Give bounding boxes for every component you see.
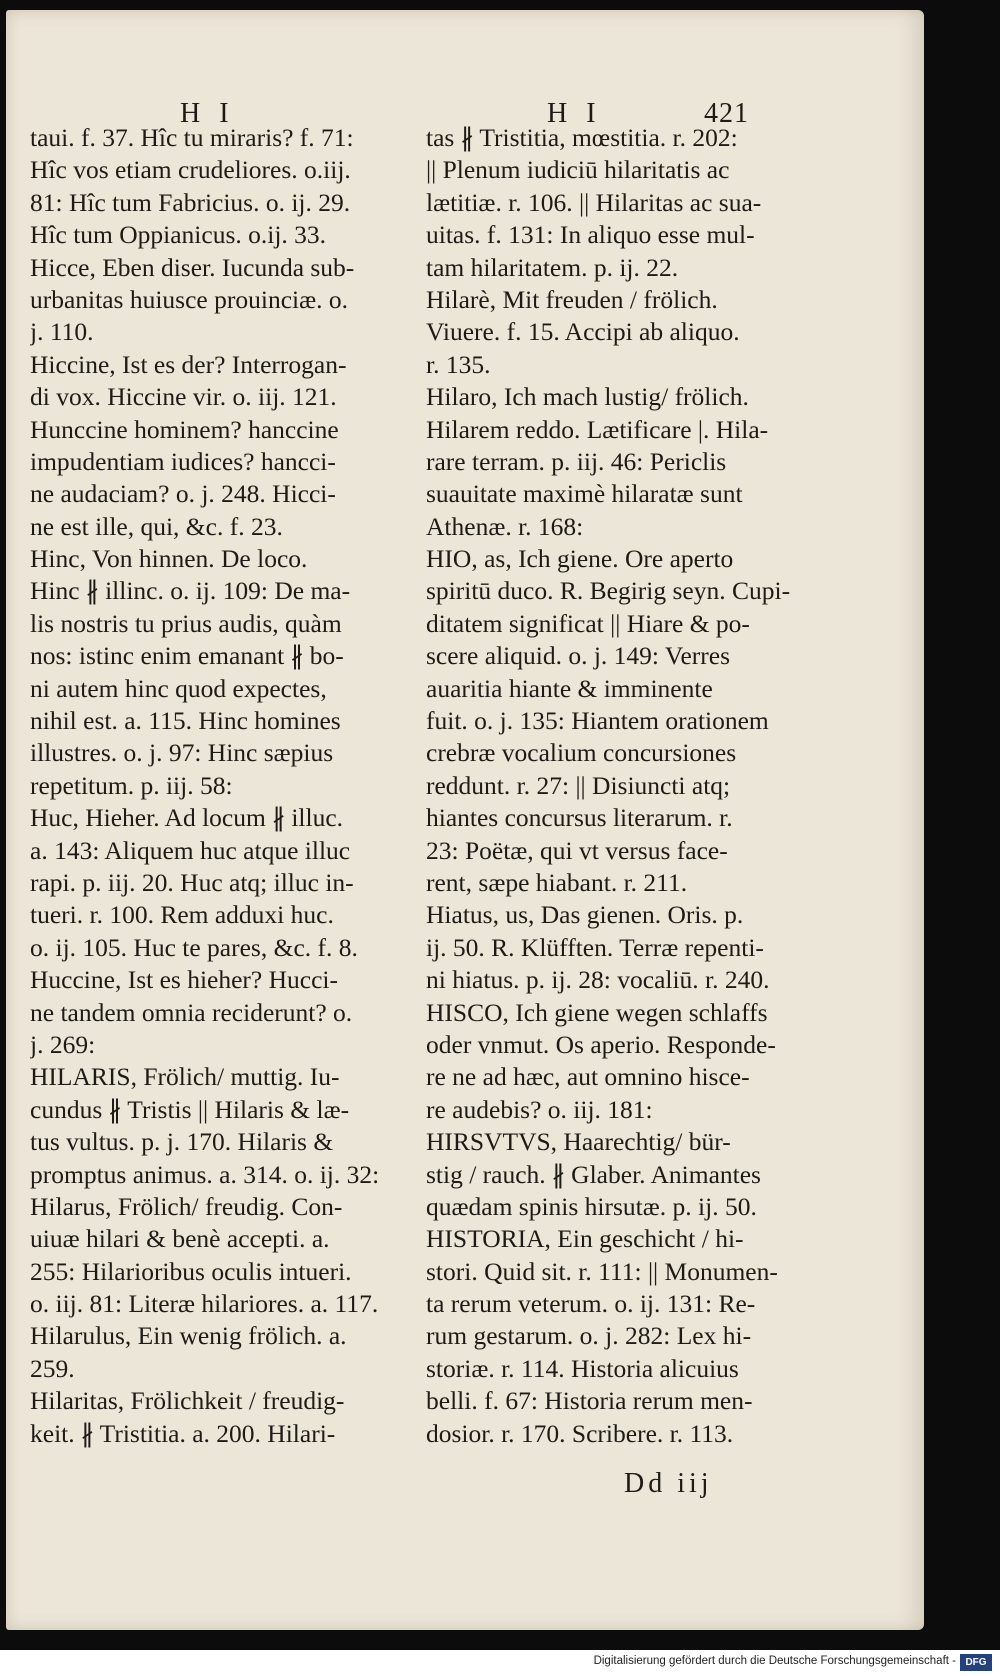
text-line: rapi. p. iij. 20. Huc atq; illuc in-: [30, 867, 354, 897]
text-line: reddunt. r. 27: || Disiuncti atq;: [426, 770, 731, 800]
text-line: o. ij. 105. Huc te pares, &c. f. 8.: [30, 932, 358, 962]
text-line: Hiccine, Ist es der? Interrogan-: [30, 349, 347, 379]
text-line: keit. ∦ Tristitia. a. 200. Hilari-: [30, 1418, 336, 1448]
text-line: cundus ∦ Tristis || Hilaris & læ-: [30, 1094, 350, 1124]
text-line: Viuere. f. 15. Accipi ab aliquo.: [426, 317, 740, 347]
text-line: impudentiam iudices? hancci-: [30, 446, 336, 476]
text-line: rare terram. p. iij. 46: Periclis: [426, 446, 727, 476]
text-line: rum gestarum. o. j. 282: Lex hi-: [426, 1321, 752, 1351]
text-line: a. 143: Aliquem huc atque illuc: [30, 835, 351, 865]
text-line: belli. f. 67: Historia rerum men-: [426, 1386, 753, 1416]
text-line: Hilarem reddo. Lætificare |. Hila-: [426, 414, 769, 444]
text-line: nos: istinc enim emanant ∦ bo-: [30, 641, 344, 671]
text-line: Hilaritas, Frölichkeit / freudig-: [30, 1386, 345, 1416]
text-line: ditatem significat || Hiare & po-: [426, 608, 750, 638]
text-line: Hilarulus, Ein wenig frölich. a.: [30, 1321, 347, 1351]
text-line: Hilarè, Mit freuden / frölich.: [426, 284, 718, 314]
text-line: Hinc, Von hinnen. De loco.: [30, 544, 308, 574]
left-column: [30, 122, 420, 1450]
text-line: 23: Poëtæ, qui vt versus face-: [426, 835, 728, 865]
text-line: hiantes concursus literarum. r.: [426, 803, 733, 833]
text-line: HIRSVTVS, Haarechtig/ bür-: [426, 1127, 731, 1157]
text-line: storiæ. r. 114. Historia alicuius: [426, 1353, 739, 1383]
text-line: ne audaciam? o. j. 248. Hicci-: [30, 479, 336, 509]
text-line: tueri. r. 100. Rem adduxi huc.: [30, 900, 334, 930]
text-line: suauitate maximè hilaratæ sunt: [426, 479, 743, 509]
text-line: 81: Hîc tum Fabricius. o. ij. 29.: [30, 187, 351, 217]
text-line: repetitum. p. iij. 58:: [30, 770, 233, 800]
text-line: ni autem hinc quod expectes,: [30, 673, 327, 703]
text-line: re ne ad hæc, aut omnino hisce-: [426, 1062, 750, 1092]
text-line: scere aliquid. o. j. 149: Verres: [426, 641, 731, 671]
text-line: nihil est. a. 115. Hinc homines: [30, 706, 341, 736]
text-line: Hiatus, us, Das gienen. Oris. p.: [426, 900, 744, 930]
text-line: tus vultus. p. j. 170. Hilaris &: [30, 1127, 334, 1157]
text-line: 255: Hilarioribus oculis intueri.: [30, 1256, 352, 1286]
text-line: stori. Quid sit. r. 111: || Monumen-: [426, 1256, 778, 1286]
text-line: ta rerum veterum. o. ij. 131: Re-: [426, 1289, 756, 1319]
text-line: taui. f. 37. Hîc tu miraris? f. 71:: [30, 123, 354, 152]
text-line: promptus animus. a. 314. o. ij. 32:: [30, 1159, 380, 1189]
dfg-logo[interactable]: DFG: [960, 1654, 992, 1671]
text-line: ni hiatus. p. ij. 28: vocaliū. r. 240.: [426, 965, 770, 995]
text-line: ij. 50. R. Klüfften. Terræ repenti-: [426, 932, 764, 962]
text-line: Hinc ∦ illinc. o. ij. 109: De ma-: [30, 576, 351, 606]
text-line: ne est ille, qui, &c. f. 23.: [30, 511, 283, 541]
text-line: Hîc tum Oppianicus. o.ij. 33.: [30, 220, 327, 250]
text-line: oder vnmut. Os aperio. Responde-: [426, 1029, 776, 1059]
text-line: o. iij. 81: Literæ hilariores. a. 117.: [30, 1289, 379, 1319]
text-line: crebræ vocalium concursiones: [426, 738, 737, 768]
page-number: 421: [704, 98, 749, 129]
footer-bar: [0, 1650, 1000, 1676]
text-line: stig / rauch. ∦ Glaber. Animantes: [426, 1159, 761, 1189]
text-line: ne tandem omnia reciderunt? o.: [30, 997, 353, 1027]
text-line: HIO, as, Ich giene. Ore aperto: [426, 544, 734, 574]
text-line: uitas. f. 131: In aliquo esse mul-: [426, 220, 755, 250]
text-line: dosior. r. 170. Scribere. r. 113.: [426, 1418, 734, 1448]
text-line: Hilarus, Frölich/ freudig. Con-: [30, 1191, 343, 1221]
text-line: fuit. o. j. 135: Hiantem orationem: [426, 706, 769, 736]
text-line: 259.: [30, 1353, 75, 1383]
text-line: r. 135.: [426, 349, 491, 379]
signature-mark: Dd iij: [624, 1468, 713, 1499]
text-line: Huccine, Ist es hieher? Hucci-: [30, 965, 338, 995]
text-line: Athenæ. r. 168:: [426, 511, 584, 541]
text-line: lætitiæ. r. 106. || Hilaritas ac sua-: [426, 187, 762, 217]
text-line: urbanitas huiusce prouinciæ. o.: [30, 284, 348, 314]
text-line: auaritia hiante & imminente: [426, 673, 713, 703]
text-line: rent, sæpe hiabant. r. 211.: [426, 867, 688, 897]
text-line: HILARIS, Frölich/ muttig. Iu-: [30, 1062, 340, 1092]
text-line: spiritū duco. R. Begirig seyn. Cupi-: [426, 576, 791, 606]
text-line: Huc, Hieher. Ad locum ∦ illuc.: [30, 803, 344, 833]
text-line: j. 269:: [30, 1029, 96, 1059]
text-line: || Plenum iudiciū hilaritatis ac: [426, 155, 730, 185]
text-line: HISCO, Ich giene wegen schlaffs: [426, 997, 768, 1027]
text-line: Hîc vos etiam crudeliores. o.iij.: [30, 155, 351, 185]
text-line: illustres. o. j. 97: Hinc sæpius: [30, 738, 334, 768]
text-line: Hunccine hominem? hanccine: [30, 414, 339, 444]
text-line: Hicce, Eben diser. Iucunda sub-: [30, 252, 355, 282]
text-line: j. 110.: [30, 317, 94, 347]
running-head-right: H I: [547, 98, 602, 129]
text-line: HISTORIA, Ein geschicht / hi-: [426, 1224, 744, 1254]
text-line: quædam spinis hirsutæ. p. ij. 50.: [426, 1191, 757, 1221]
text-line: re audebis? o. iij. 181:: [426, 1094, 653, 1124]
text-line: uiuæ hilari & benè accepti. a.: [30, 1224, 330, 1254]
running-head-left: H I: [180, 98, 235, 129]
right-column: [426, 122, 806, 1450]
text-line: di vox. Hiccine vir. o. iij. 121.: [30, 382, 337, 412]
footer-credit: Digitalisierung gefördert durch die Deutsche Forschungsgemeinschaft -: [593, 1655, 956, 1667]
text-line: Hilaro, Ich mach lustig/ frölich.: [426, 382, 749, 412]
text-line: tas ∦ Tristitia, mœstitia. r. 202:: [426, 123, 738, 152]
text-line: tam hilaritatem. p. ij. 22.: [426, 252, 679, 282]
text-line: lis nostris tu prius audis, quàm: [30, 608, 342, 638]
